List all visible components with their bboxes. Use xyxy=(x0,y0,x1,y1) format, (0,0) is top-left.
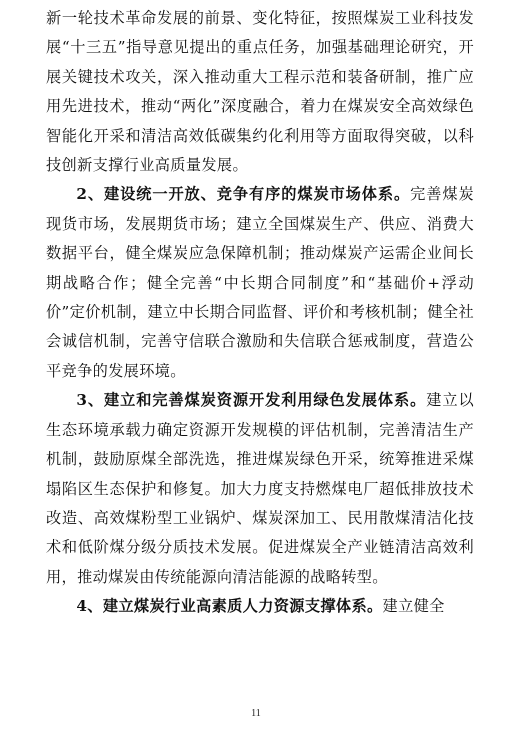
paragraph-3-text: 建立以生态环境承载力确定资源开发规模的评估机制，完善清洁生产机制，鼓励原煤全部洗选，推进煤炭绿色开采，统筹推进采煤塌陷区生态保护和修复。加大力度支持燃煤电厂超低排放技术改造、高效煤粉型工业锅炉、煤炭深加工、民用散煤清洁化技术和低阶煤分级分质技术发展。促进煤炭全产业链清洁高效利用，推动煤炭由传统能源向清洁能源的战略转型。 xyxy=(46,391,474,586)
section-heading-3: 3、建立和完善煤炭资源开发利用绿色发展体系。 xyxy=(76,391,427,410)
body-paragraph-1 xyxy=(46,4,474,180)
page-number: 11 xyxy=(251,708,261,719)
paragraph-4-text: 建立健全 xyxy=(382,597,445,616)
section-paragraph-4 xyxy=(46,592,474,621)
section-paragraph-3 xyxy=(46,386,474,592)
section-heading-4: 4、建立煤炭行业高素质人力资源支撑体系。 xyxy=(76,597,383,616)
paragraph-1-text: 新一轮技术革命发展的前景、变化特征，按照煤炭工业科技发展“十三五”指导意见提出的重点任务，加强基础理论研究，开展关键技术攻关，深入推动重大工程示范和装备研制，推广应用先进技术，推动“两化”深度融合，着力在煤炭安全高效绿色智能化开采和清洁高效低碳集约化利用等方面取得突破，以科技创新支撑行业高质量发展。 xyxy=(46,9,474,175)
document-page xyxy=(46,0,474,622)
paragraph-2-text: 完善煤炭现货市场，发展期货市场；建立全国煤炭生产、供应、消费大数据平台，健全煤炭应急保障机制；推动煤炭产运需企业间长期战略合作；健全完善“中长期合同制度”和“基础价+浮动价”定价机制，建立中长期合同监督、评价和考核机制；健全社会诚信机制，完善守信联合激励和失信联合惩戒制度，营造公平竞争的发展环境。 xyxy=(46,185,474,380)
section-heading-2: 2、建设统一开放、竞争有序的煤炭市场体系。 xyxy=(76,185,411,204)
section-paragraph-2 xyxy=(46,180,474,386)
